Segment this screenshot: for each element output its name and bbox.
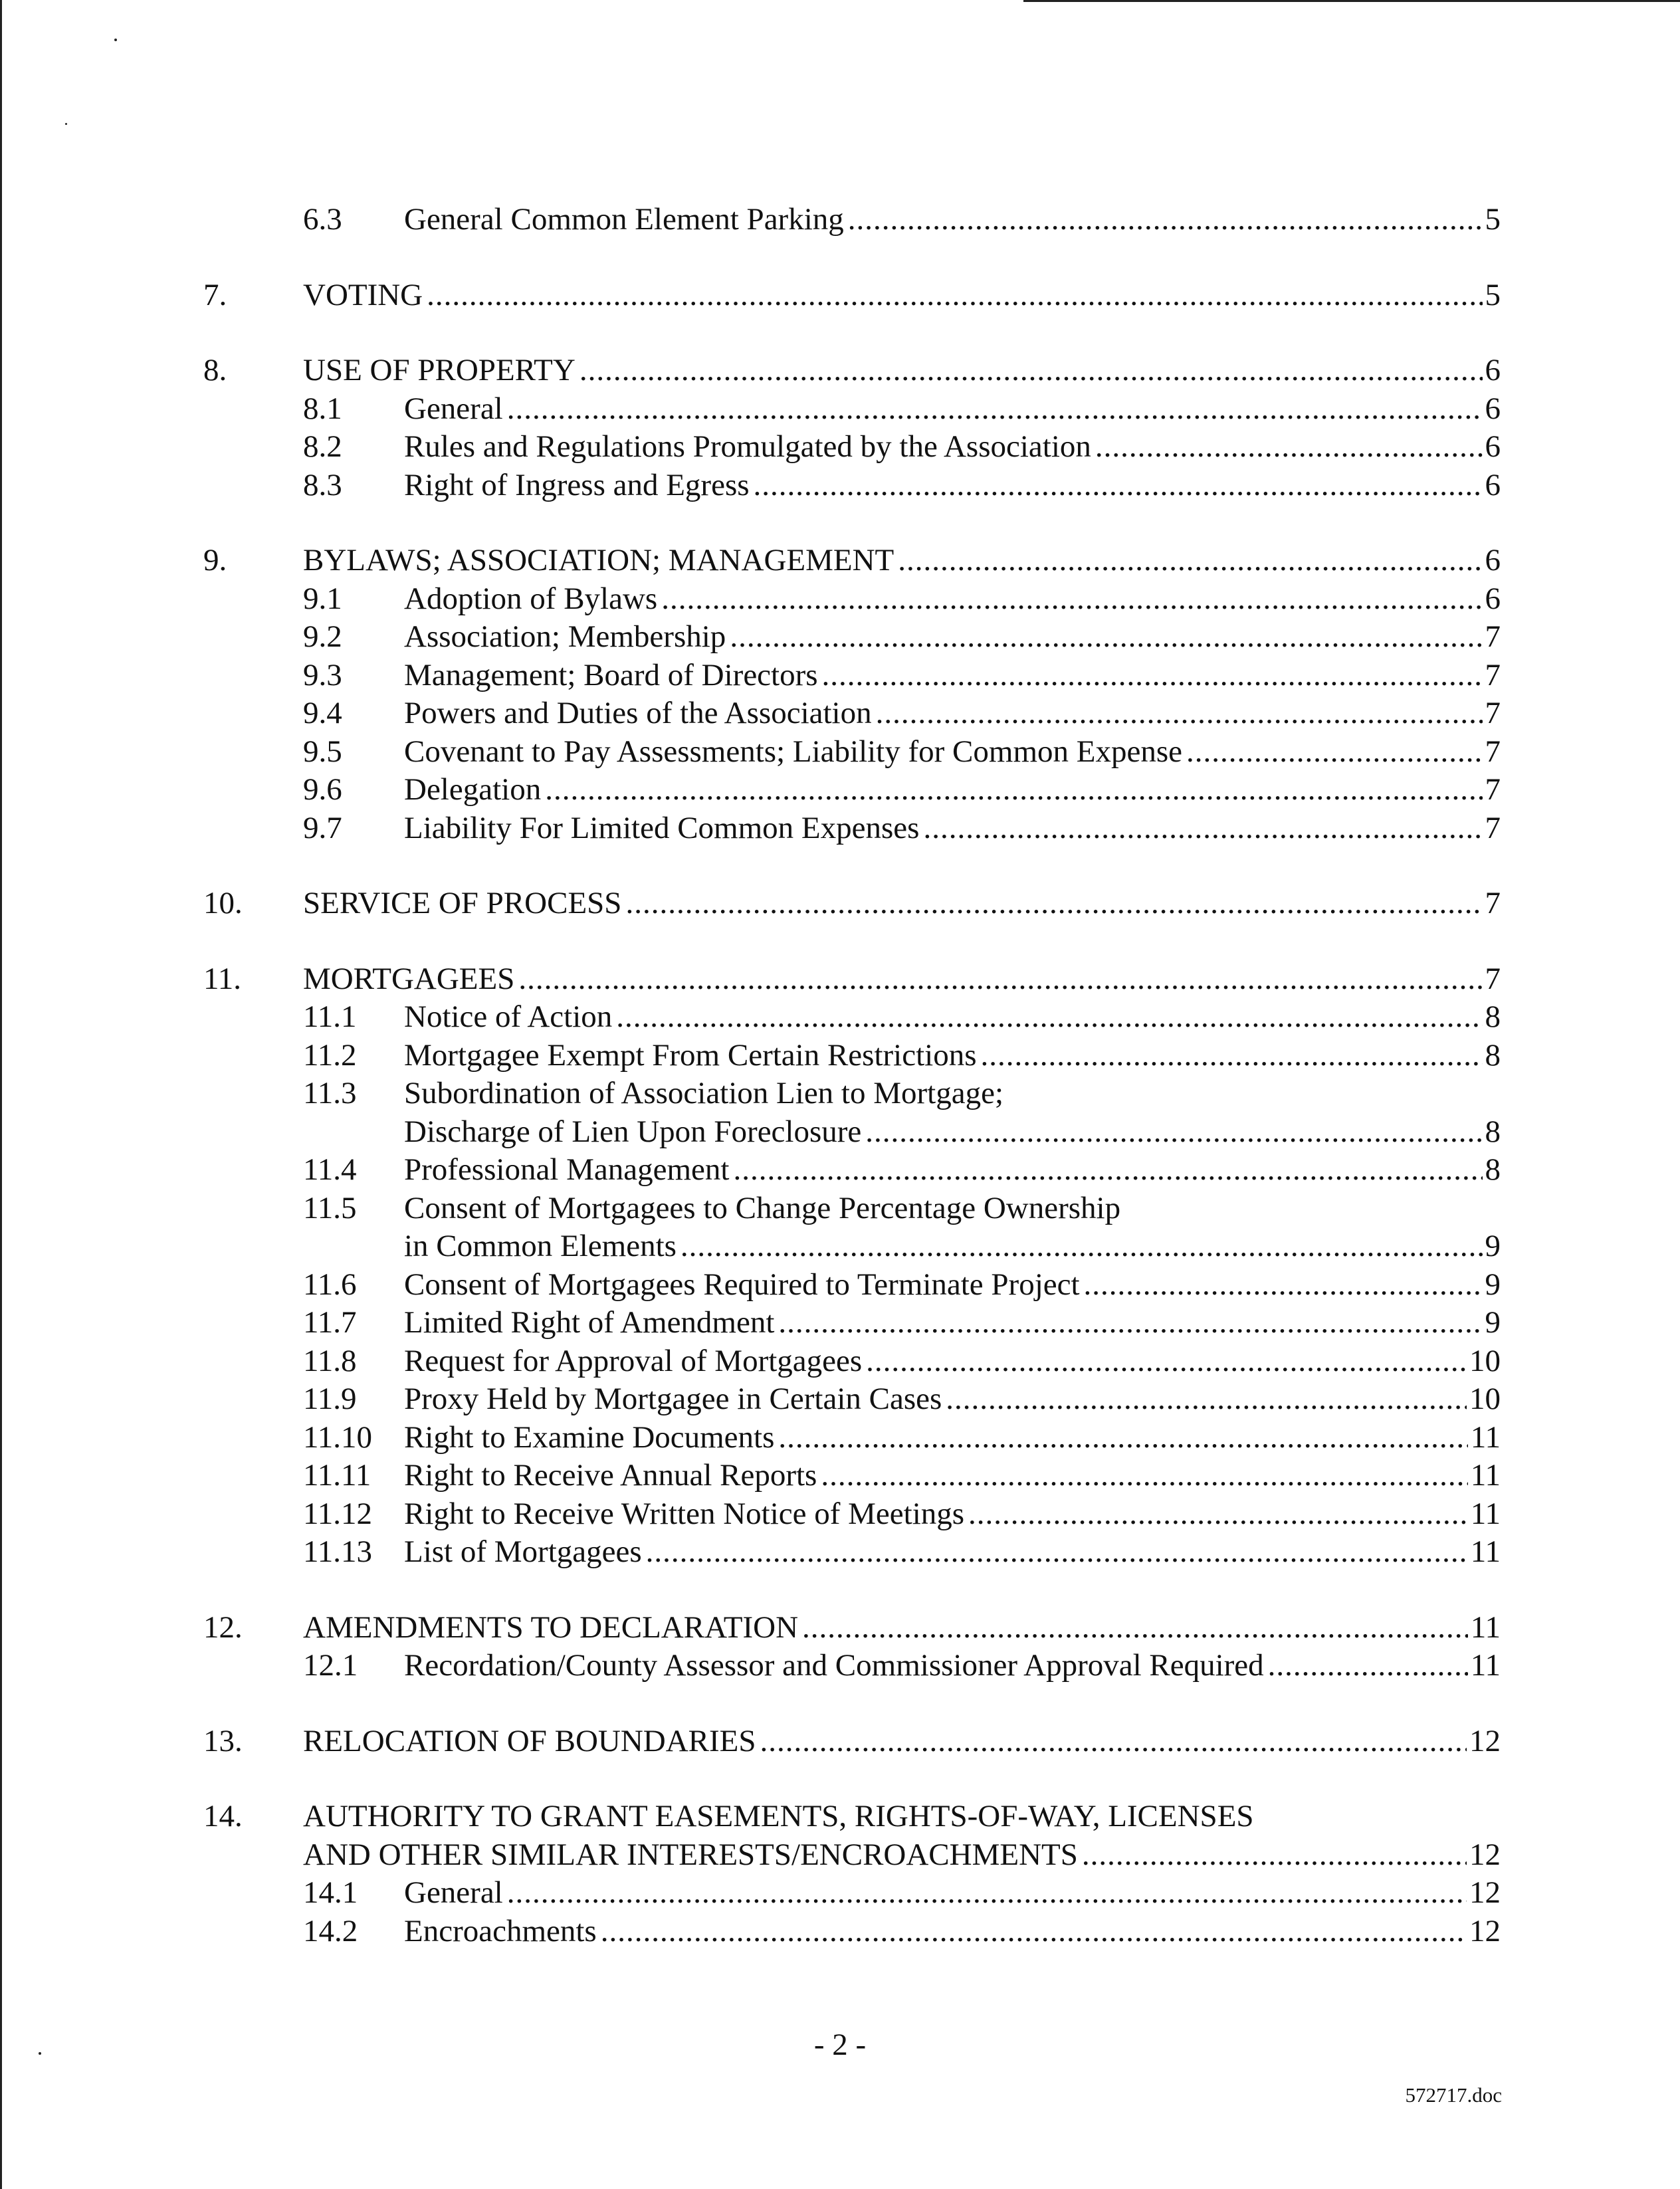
- page-ref: 11: [1470, 1420, 1501, 1455]
- toc-row: [0, 1112, 1680, 1152]
- toc-row: [0, 1417, 1680, 1457]
- toc-row: [0, 1911, 1680, 1951]
- toc-row: [0, 389, 1680, 429]
- page-ref: 10: [1469, 1344, 1501, 1378]
- entry-title: General Common Element Parking: [404, 202, 844, 237]
- subsection-number: 11.6: [303, 1267, 357, 1302]
- toc-entry[interactable]: [404, 199, 1501, 239]
- toc-row: [0, 1035, 1680, 1075]
- entry-title: Rules and Regulations Promulgated by the Association: [404, 429, 1091, 464]
- entry-title: General: [404, 1875, 503, 1910]
- toc-entry[interactable]: [404, 389, 1501, 429]
- toc-entry[interactable]: [303, 1835, 1501, 1875]
- entry-title: SERVICE OF PROCESS: [303, 886, 622, 920]
- page-ref: 12: [1469, 1837, 1501, 1872]
- toc-entry[interactable]: [404, 1226, 1501, 1266]
- entry-title: Proxy Held by Mortgagee in Certain Cases: [404, 1382, 942, 1416]
- toc-entry[interactable]: [404, 1112, 1501, 1152]
- entry-title: Right to Examine Documents: [404, 1420, 775, 1455]
- toc-entry[interactable]: [404, 617, 1501, 657]
- page-ref: 7: [1485, 886, 1501, 920]
- dot-leader: [518, 959, 1482, 999]
- subsection-number: 14.1: [303, 1875, 358, 1910]
- page-ref: 7: [1485, 962, 1501, 996]
- subsection-number: 9.3: [303, 658, 342, 692]
- toc-entry[interactable]: [303, 883, 1501, 923]
- entry-title: Powers and Duties of the Association: [404, 696, 872, 730]
- toc-entry[interactable]: [404, 1911, 1501, 1951]
- page-ref: 6: [1485, 543, 1501, 577]
- subsection-number: 11.3: [303, 1076, 357, 1110]
- entry-title: in Common Elements: [404, 1229, 677, 1263]
- toc-row: [0, 693, 1680, 733]
- dot-leader: [427, 275, 1482, 315]
- toc-entry[interactable]: [404, 1303, 1501, 1342]
- page-ref: 6: [1485, 429, 1501, 464]
- entry-title: Adoption of Bylaws: [404, 581, 658, 616]
- dot-leader: [1084, 1265, 1483, 1304]
- page-ref: 12: [1469, 1875, 1501, 1910]
- subsection-number: 8.1: [303, 391, 342, 426]
- toc-entry[interactable]: [404, 693, 1501, 733]
- page-ref: 9: [1485, 1229, 1501, 1263]
- dot-leader: [822, 655, 1483, 695]
- dot-leader: [733, 1150, 1482, 1190]
- dot-leader: [876, 693, 1483, 733]
- page-ref: 9: [1485, 1305, 1501, 1340]
- toc-entry[interactable]: [404, 1150, 1501, 1190]
- scan-edge-top: [1023, 0, 1680, 2]
- page-ref: 6: [1485, 391, 1501, 426]
- toc-entry[interactable]: [404, 1873, 1501, 1913]
- toc-row: [0, 275, 1680, 315]
- subsection-number: 11.13: [303, 1534, 373, 1569]
- dot-leader: [866, 1341, 1467, 1381]
- dot-leader: [661, 579, 1482, 619]
- toc-row: [0, 1645, 1680, 1685]
- entry-title: Right to Receive Annual Reports: [404, 1458, 817, 1493]
- dot-leader: [507, 1873, 1467, 1913]
- toc-entry[interactable]: [303, 350, 1501, 390]
- dot-leader: [778, 1417, 1467, 1457]
- toc-row: [0, 959, 1680, 999]
- dot-leader: [802, 1608, 1468, 1647]
- toc-row: [0, 1150, 1680, 1190]
- subsection-number: 11.9: [303, 1382, 357, 1416]
- entry-title: Consent of Mortgagees to Change Percentage Ownership: [404, 1191, 1121, 1225]
- entry-title: Consent of Mortgagees Required to Terminate Project: [404, 1267, 1080, 1302]
- page-ref: 7: [1485, 619, 1501, 654]
- page-ref: 10: [1469, 1382, 1501, 1416]
- subsection-number: 11.4: [303, 1152, 357, 1187]
- page-ref: 7: [1485, 734, 1501, 769]
- dot-leader: [760, 1721, 1467, 1761]
- page-ref: 12: [1469, 1724, 1501, 1758]
- dot-leader: [601, 1911, 1467, 1951]
- dot-leader: [625, 883, 1482, 923]
- toc-entry[interactable]: [303, 1721, 1501, 1761]
- entry-title: USE OF PROPERTY: [303, 353, 576, 387]
- page-ref: 7: [1485, 772, 1501, 807]
- page-ref: 9: [1485, 1267, 1501, 1302]
- page-ref: 11: [1470, 1497, 1501, 1531]
- page-ref: 6: [1485, 581, 1501, 616]
- page-ref: 8: [1485, 1114, 1501, 1149]
- toc-row: [0, 997, 1680, 1037]
- toc-row: [0, 1341, 1680, 1381]
- dot-leader: [616, 997, 1482, 1037]
- toc-row: [0, 427, 1680, 467]
- subsection-number: 9.2: [303, 619, 342, 654]
- dot-leader: [1186, 732, 1483, 772]
- toc-entry[interactable]: [404, 465, 1501, 505]
- toc-row: [0, 1494, 1680, 1534]
- page-number: - 2 -: [813, 2028, 867, 2062]
- toc-row: [0, 350, 1680, 390]
- page-ref: 11: [1470, 1648, 1501, 1683]
- entry-title: AUTHORITY TO GRANT EASEMENTS, RIGHTS-OF-WAY, LICENSES: [303, 1799, 1254, 1833]
- subsection-number: 11.8: [303, 1344, 357, 1378]
- toc-row: [0, 1188, 1680, 1228]
- dot-leader: [865, 1112, 1482, 1152]
- section-number: 9.: [203, 543, 227, 577]
- entry-title: AND OTHER SIMILAR INTERESTS/ENCROACHMENTS: [303, 1837, 1078, 1872]
- page-ref: 6: [1485, 468, 1501, 502]
- page-ref: 11: [1470, 1534, 1501, 1569]
- toc-row: [0, 1532, 1680, 1572]
- page-ref: 5: [1485, 278, 1501, 312]
- toc-entry[interactable]: [404, 1494, 1501, 1534]
- dot-leader: [1095, 427, 1483, 467]
- dot-leader: [646, 1532, 1468, 1572]
- dot-leader: [848, 199, 1483, 239]
- toc-row: [0, 770, 1680, 809]
- subsection-number: 11.1: [303, 999, 357, 1034]
- entry-title: MORTGAGEES: [303, 962, 515, 996]
- entry-title: Delegation: [404, 772, 542, 807]
- page-ref: 6: [1485, 353, 1501, 387]
- section-number: 8.: [203, 353, 227, 387]
- entry-title: Management; Board of Directors: [404, 658, 818, 692]
- section-number: 10.: [203, 886, 243, 920]
- page-ref: 5: [1485, 202, 1501, 237]
- subsection-number: 9.5: [303, 734, 342, 769]
- toc-row: [0, 579, 1680, 619]
- page-ref: 7: [1485, 811, 1501, 845]
- toc-entry[interactable]: [404, 655, 1501, 695]
- toc-entry[interactable]: [404, 1455, 1501, 1495]
- toc-entry[interactable]: [303, 959, 1501, 999]
- dot-leader: [778, 1303, 1482, 1342]
- subsection-number: 11.12: [303, 1497, 373, 1531]
- section-number: 7.: [203, 278, 227, 312]
- subsection-number: 11.5: [303, 1191, 357, 1225]
- entry-title: Covenant to Pay Assessments; Liability for Common Expense: [404, 734, 1182, 769]
- toc-row: [0, 1303, 1680, 1342]
- subsection-number: 12.1: [303, 1648, 358, 1683]
- subsection-number: 9.1: [303, 581, 342, 616]
- dot-leader: [1268, 1645, 1468, 1685]
- toc-entry[interactable]: [404, 1532, 1501, 1572]
- toc-row: [0, 1873, 1680, 1913]
- dot-leader: [1082, 1835, 1467, 1875]
- toc-entry[interactable]: [404, 1265, 1501, 1304]
- dot-leader: [730, 617, 1482, 657]
- dot-leader: [898, 540, 1482, 580]
- dot-leader: [754, 465, 1483, 505]
- toc-entry[interactable]: [404, 1341, 1501, 1381]
- subsection-number: 8.3: [303, 468, 342, 502]
- page-ref: 8: [1485, 1038, 1501, 1073]
- toc-entry[interactable]: [404, 579, 1501, 619]
- entry-title: Recordation/County Assessor and Commissioner Approval Required: [404, 1648, 1264, 1683]
- subsection-number: 11.11: [303, 1458, 371, 1493]
- toc-entry[interactable]: [303, 540, 1501, 580]
- toc-row: [0, 883, 1680, 923]
- entry-title: Encroachments: [404, 1914, 597, 1948]
- subsection-number: 14.2: [303, 1914, 358, 1948]
- entry-title: General: [404, 391, 503, 426]
- page-ref: 11: [1470, 1610, 1501, 1645]
- toc-entry[interactable]: [404, 732, 1501, 772]
- toc-row: [0, 1073, 1680, 1113]
- subsection-number: 9.6: [303, 772, 342, 807]
- entry-title: Mortgagee Exempt From Certain Restrictions: [404, 1038, 977, 1073]
- dot-leader: [507, 389, 1483, 429]
- toc-row: [0, 1721, 1680, 1761]
- toc-entry[interactable]: [303, 1608, 1501, 1647]
- entry-title: Limited Right of Amendment: [404, 1305, 775, 1340]
- toc-row: [0, 617, 1680, 657]
- entry-title: Right of Ingress and Egress: [404, 468, 750, 502]
- scan-speck: [114, 39, 117, 41]
- entry-title: RELOCATION OF BOUNDARIES: [303, 1724, 756, 1758]
- dot-leader: [923, 808, 1482, 848]
- entry-title: Professional Management: [404, 1152, 730, 1187]
- toc-row: [0, 1608, 1680, 1647]
- section-number: 14.: [203, 1799, 243, 1833]
- entry-title: AMENDMENTS TO DECLARATION: [303, 1610, 799, 1645]
- dot-leader: [946, 1379, 1467, 1419]
- toc-row: [0, 655, 1680, 695]
- entry-title: Right to Receive Written Notice of Meetings: [404, 1497, 965, 1531]
- entry-title: Request for Approval of Mortgagees: [404, 1344, 863, 1378]
- subsection-number: 11.10: [303, 1420, 373, 1455]
- file-name: 572717.doc: [1405, 2083, 1502, 2107]
- subsection-number: 9.4: [303, 696, 342, 730]
- dot-leader: [981, 1035, 1483, 1075]
- entry-title: VOTING: [303, 278, 423, 312]
- entry-title: List of Mortgagees: [404, 1534, 642, 1569]
- toc-row: [0, 540, 1680, 580]
- toc-row: [0, 1265, 1680, 1304]
- toc-row: [0, 808, 1680, 848]
- subsection-number: 8.2: [303, 429, 342, 464]
- subsection-number: 6.3: [303, 202, 342, 237]
- toc-row: [0, 1796, 1680, 1836]
- subsection-number: 9.7: [303, 811, 342, 845]
- toc-row: [0, 732, 1680, 772]
- toc-row: [0, 1455, 1680, 1495]
- section-number: 13.: [203, 1724, 243, 1758]
- subsection-number: 11.2: [303, 1038, 357, 1073]
- section-number: 12.: [203, 1610, 243, 1645]
- entry-title: BYLAWS; ASSOCIATION; MANAGEMENT: [303, 543, 894, 577]
- scan-speck: [65, 123, 67, 125]
- toc-entry[interactable]: [404, 427, 1501, 467]
- toc-row: [0, 465, 1680, 505]
- section-number: 11.: [203, 962, 242, 996]
- toc-entry[interactable]: [404, 1417, 1501, 1457]
- dot-leader: [545, 770, 1482, 809]
- toc-entry[interactable]: [404, 1379, 1501, 1419]
- toc-entry[interactable]: [404, 770, 1501, 809]
- entry-title: Subordination of Association Lien to Mortgage;: [404, 1076, 1004, 1110]
- toc-entry[interactable]: [404, 997, 1501, 1037]
- toc-entry[interactable]: [303, 275, 1501, 315]
- entry-title: Association; Membership: [404, 619, 726, 654]
- toc-row: [0, 1226, 1680, 1266]
- page-ref: 12: [1469, 1914, 1501, 1948]
- page-ref: 7: [1485, 658, 1501, 692]
- dot-leader: [821, 1455, 1467, 1495]
- page-ref: 7: [1485, 696, 1501, 730]
- dot-leader: [968, 1494, 1468, 1534]
- dot-leader: [579, 350, 1483, 390]
- toc-row: [0, 1835, 1680, 1875]
- toc-row: [0, 199, 1680, 239]
- entry-title: Liability For Limited Common Expenses: [404, 811, 920, 845]
- toc-row: [0, 1379, 1680, 1419]
- entry-title: Discharge of Lien Upon Foreclosure: [404, 1114, 862, 1149]
- page-ref: 8: [1485, 1152, 1501, 1187]
- page-ref: 8: [1485, 999, 1501, 1034]
- dot-leader: [681, 1226, 1483, 1266]
- entry-title: Notice of Action: [404, 999, 613, 1034]
- subsection-number: 11.7: [303, 1305, 357, 1340]
- toc-entry[interactable]: [404, 1645, 1501, 1685]
- toc-entry[interactable]: [404, 808, 1501, 848]
- page-ref: 11: [1470, 1458, 1501, 1493]
- toc-entry[interactable]: [404, 1035, 1501, 1075]
